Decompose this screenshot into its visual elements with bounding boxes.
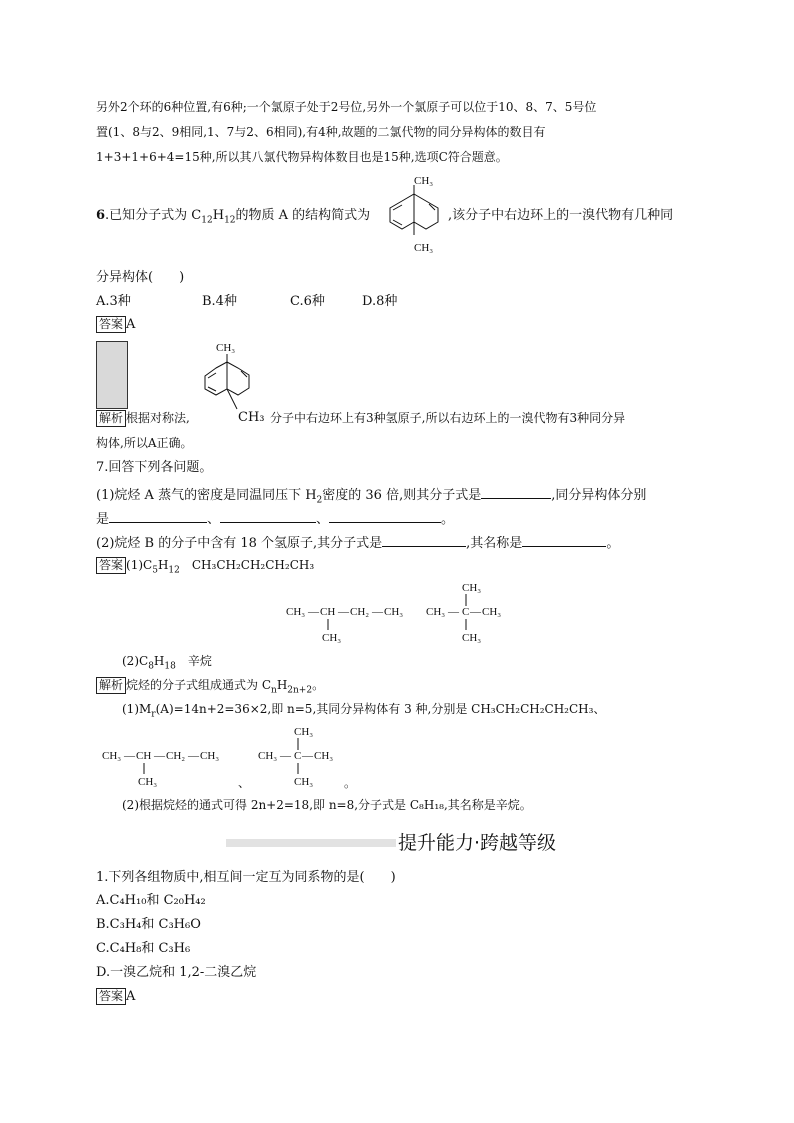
svg-text:CH₃: CH₃ <box>322 632 342 644</box>
svg-text:—: — <box>308 606 319 618</box>
answer-tag: 答案 <box>96 557 126 574</box>
svg-text:CH₃: CH₃ <box>384 606 404 618</box>
question-6-tail2: 分异构体( ) <box>96 270 185 285</box>
answer-blank[interactable] <box>481 484 551 499</box>
svg-text:CH₃: CH₃ <box>294 776 314 788</box>
svg-text:—: — <box>124 750 135 762</box>
answer-blank[interactable] <box>220 508 316 523</box>
question-7-p1: (1)烷烃 A 蒸气的密度是同温同压下 $H_2$密度的 36 倍,则其分子式是 ,同分异构体分别 <box>96 484 646 510</box>
text-line: 另外2个环的6种位置,有6种;一个氯原子处于2号位,另外一个氯原子可以位于10、8、7、5号位 <box>96 100 597 114</box>
analysis-text: $(1)M_r(A)=14n+2=36\times 2$,即 n=5,其同分异构体有 3 种,分别是 CH₃CH₂CH₂CH₂CH₃、 <box>122 702 606 720</box>
svg-text:CH₃: CH₃ <box>286 606 306 618</box>
svg-text:C: C <box>294 750 302 762</box>
separator: 、 <box>238 776 251 790</box>
answer-tag: 答案 <box>96 316 126 333</box>
svg-text:CH₃: CH₃ <box>294 726 314 738</box>
svg-text:CH₃: CH₃ <box>102 750 122 762</box>
answer-line: $(2)C_8H_{18}$ 辛烷 <box>122 654 212 672</box>
svg-text:CH₃: CH₃ <box>482 606 502 618</box>
text-line: 1+3+1+6+4=15种,所以其八氯代物异构体数目也是15种,选项C符合题意。 <box>96 150 508 164</box>
analysis-text: 构体,所以A正确。 <box>96 436 193 450</box>
svg-text:CH₃: CH₃ <box>462 582 482 594</box>
svg-text:—: — <box>280 750 291 762</box>
option-a: A.C₄H₁₀和 C₂₀H₄₂ <box>96 893 206 908</box>
question-6: 6.已知分子式为 $C_{12}H_{12}$的物质 A 的结构简式为 <box>96 208 371 226</box>
isopentane-structure-2 <box>102 722 242 790</box>
answer-line: 答案 $(1)C_5H_{12}$ CH₃CH₂CH₂CH₂CH₃ <box>96 556 314 579</box>
option-d: D.一溴乙烷和 1,2-二溴乙烷 <box>96 965 257 980</box>
answer-blank[interactable] <box>522 532 606 547</box>
analysis-text: 分子中右边环上有3种氢原子,所以右边环上的一溴代物有3种同分异 <box>270 411 626 425</box>
svg-text:—: — <box>302 750 313 762</box>
svg-text:—: — <box>372 606 383 618</box>
svg-text:CH: CH <box>320 606 336 618</box>
section-title: 提升能力·跨越等级 <box>398 832 557 854</box>
neopentane-structure-2 <box>258 722 358 790</box>
analysis-line: 解析 根据对称法, CH₃ <box>96 409 190 428</box>
svg-text:C: C <box>462 606 470 618</box>
svg-text:CH₃: CH₃ <box>200 750 220 762</box>
analysis-text: (2)根据烷烃的通式可得 2n+2=18,即 n=8,分子式是 C₈H₁₈,其名称是辛烷。 <box>122 798 532 812</box>
option-c: C.C₄H₈和 C₃H₆ <box>96 941 191 956</box>
svg-text:CH₃: CH₃ <box>138 776 158 788</box>
svg-text:CH: CH <box>136 750 152 762</box>
ch3-label: CH₃ <box>414 175 434 187</box>
svg-text:CH₃: CH₃ <box>462 632 482 644</box>
svg-text:—: — <box>154 750 165 762</box>
svg-text:CH₃: CH₃ <box>426 606 446 618</box>
ch3-label: CH₃ <box>216 342 236 354</box>
svg-text:—: — <box>188 750 199 762</box>
answer-blank[interactable] <box>329 508 441 523</box>
question-7-head: 7.回答下列各问题。 <box>96 460 213 475</box>
question-7-p1b: 是 、 、 。 <box>96 508 454 529</box>
svg-text:—: — <box>338 606 349 618</box>
svg-text:—: — <box>470 606 481 618</box>
option-b: B.4种 <box>202 294 237 309</box>
naphthalene-structure <box>380 175 450 257</box>
question-6-tail: ,该分子中右边环上的一溴代物有几种同 <box>448 208 674 223</box>
question-1-head: 1.下列各组物质中,相互间一定互为同系物的是( ) <box>96 870 396 885</box>
svg-text:CH₃: CH₃ <box>258 750 278 762</box>
analysis-tag: 解析 <box>96 677 126 694</box>
section-bar <box>226 839 396 847</box>
answer-blank[interactable] <box>382 532 466 547</box>
answer-line: 答案 A <box>96 988 135 1006</box>
text-line: 置(1、8与2、9相同,1、7与2、6相同),有4种,故题的二氯代物的同分异构体的数目有 <box>96 125 546 139</box>
separator: 。 <box>344 776 357 790</box>
analysis-tag: 解析 <box>96 410 126 427</box>
svg-text:CH₂: CH₂ <box>350 606 370 618</box>
option-a: A.3种 <box>96 294 131 309</box>
svg-text:CH₃: CH₃ <box>314 750 334 762</box>
answer-tag: 答案 <box>96 988 126 1005</box>
option-d: D.8种 <box>362 294 398 309</box>
options <box>96 293 398 311</box>
svg-text:CH₂: CH₂ <box>166 750 186 762</box>
answer-blank[interactable] <box>109 508 207 523</box>
analysis-sidebar-box <box>96 341 128 409</box>
answer-line: 答案 A <box>96 316 135 334</box>
question-7-p2: (2)烷烃 B 的分子中含有 18 个氢原子,其分子式是 ,其名称是 。 <box>96 532 619 553</box>
neopentane-structure <box>426 578 526 646</box>
option-c: C.6种 <box>290 294 325 309</box>
svg-text:—: — <box>448 606 459 618</box>
option-b: B.C₃H₄和 C₃H₆O <box>96 917 201 932</box>
analysis-line: 解析 烷烃的分子式组成通式为 $C_nH_{2n+2}$。 <box>96 676 324 699</box>
ch3-label: CH₃ <box>414 242 434 254</box>
ch3-label: CH₃ <box>238 410 265 425</box>
isopentane-structure <box>286 578 426 646</box>
